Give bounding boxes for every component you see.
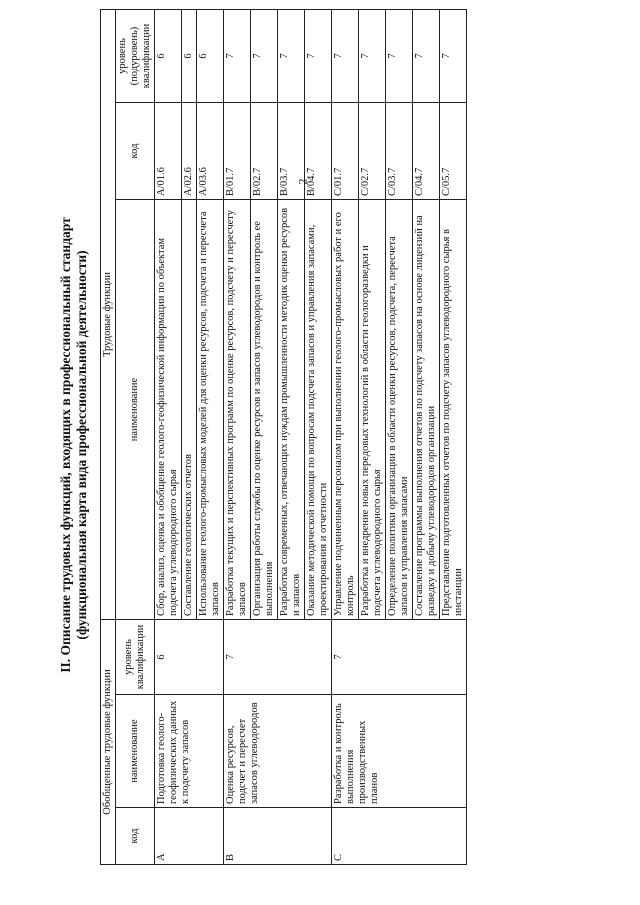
- func-name: Определение политики организации в области оценки ресурсов, подсчета, пересчета запасов и управления запасами: [386, 200, 413, 620]
- table-row: [155, 9, 182, 864]
- func-code: A/03.6: [197, 103, 224, 200]
- func-level: 7: [332, 9, 359, 102]
- func-level: 7: [224, 9, 251, 102]
- func-code: C/02.7: [359, 103, 386, 200]
- gen-name: Разработка и контроль выполнения производственных планов: [332, 695, 467, 808]
- func-name: Использование геолого-промысловых моделей для оценки ресурсов, подсчета и пересчета запасов: [197, 200, 224, 620]
- func-name: Организация работы службы по оценке ресурсов и запасов углеводородов и контроль ее выполнения: [251, 200, 278, 620]
- gen-level: 6: [155, 620, 224, 695]
- func-level: 7: [278, 9, 305, 102]
- func-level: 6: [197, 9, 224, 102]
- header-row-columns: [116, 9, 155, 864]
- section-subtitle: (функциональная карта вида профессиональной деятельности): [74, 250, 89, 640]
- func-level: 7: [305, 9, 332, 102]
- header-gen-code: код: [116, 808, 155, 865]
- func-name: Управление подчиненным персоналом при выполнении геолого-промысловых работ и его контроль: [332, 200, 359, 620]
- func-code: C/01.7: [332, 103, 359, 200]
- header-gen-level: уровень квалификации: [116, 620, 155, 695]
- func-code: A/02.6: [182, 103, 197, 200]
- header-func-name: наименование: [116, 200, 155, 620]
- func-code: B/03.7: [278, 103, 305, 200]
- gen-code: А: [155, 808, 224, 865]
- gen-level: 7: [332, 620, 467, 695]
- func-level: 6: [155, 9, 182, 102]
- func-code: A/01.6: [155, 103, 182, 200]
- gen-code: В: [224, 808, 332, 865]
- func-code: C/03.7: [386, 103, 413, 200]
- func-code: C/05.7: [440, 103, 467, 200]
- func-level: 7: [440, 9, 467, 102]
- func-name: Разработка и внедрение новых передовых технологий в области геологоразведки и подсчета углеводородного сырья: [359, 200, 386, 620]
- func-level: 7: [386, 9, 413, 102]
- table-row: [332, 9, 359, 864]
- func-name: Разработка текущих и перспективных программ по оценке ресурсов, подсчету и пересчету запасов: [224, 200, 251, 620]
- func-name: Составление геологических отчетов: [182, 200, 197, 620]
- func-name: Сбор, анализ, оценка и обобщение геолого-геофизической информации по объектам подсчета углеводородного сырья: [155, 200, 182, 620]
- func-code: B/04.7: [305, 103, 332, 200]
- page-number: 2: [295, 178, 310, 185]
- header-gen-name: наименование: [116, 695, 155, 808]
- func-code: C/04.7: [413, 103, 440, 200]
- header-row-groups: [101, 9, 116, 864]
- header-func-code: код: [116, 103, 155, 200]
- func-name: Представление подготовленных отчетов по подсчету запасов углеводородного сырья в инстанции: [440, 200, 467, 620]
- section-title: II. Описание трудовых функций, входящих в профессиональный стандарт: [58, 217, 73, 673]
- gen-name: Оценка ресурсов, подсчет и пересчет запасов углеводородов: [224, 695, 332, 808]
- func-level: 7: [251, 9, 278, 102]
- gen-name: Подготовка геолого-геофизических данных к подсчету запасов: [155, 695, 224, 808]
- header-generalized-functions: Обобщенные трудовые функции: [101, 620, 116, 865]
- header-labor-functions: Трудовые функции: [101, 9, 116, 619]
- func-level: 7: [413, 9, 440, 102]
- gen-code: С: [332, 808, 467, 865]
- functional-map-table: [100, 9, 467, 865]
- func-code: B/02.7: [251, 103, 278, 200]
- func-level: 7: [359, 9, 386, 102]
- func-name: Составление программы выполнения отчетов по подсчету запасов на основе лицензий на разведку и добычу углеводородов организации: [413, 200, 440, 620]
- table-row: [224, 9, 251, 864]
- func-name: Оказание методической помощи по вопросам подсчета запасов и управления запасами, проектирования и отчетности: [305, 200, 332, 620]
- header-func-level: уровень (подуровень) квалификации: [116, 9, 155, 102]
- func-level: 6: [182, 9, 197, 102]
- gen-level: 7: [224, 620, 332, 695]
- func-name: Разработка современных, отвечающих нуждам промышленности методик оценки ресурсов и запасов: [278, 200, 305, 620]
- func-code: B/01.7: [224, 103, 251, 200]
